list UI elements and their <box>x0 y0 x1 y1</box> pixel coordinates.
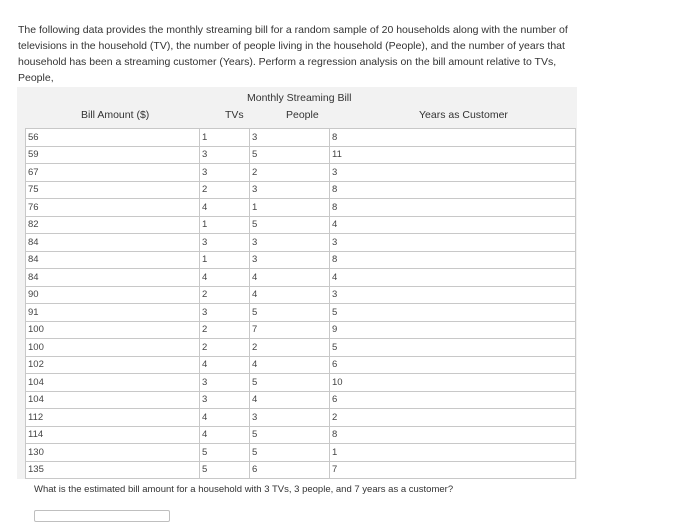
table-row <box>26 216 576 234</box>
table-row <box>26 234 576 252</box>
table-row <box>26 409 576 427</box>
table-row <box>26 129 576 147</box>
table-cell: 4 <box>250 286 330 304</box>
table-cell: 100 <box>26 339 200 357</box>
table-cell: 5 <box>250 304 330 322</box>
table-cell: 84 <box>26 251 200 269</box>
table-cell: 1 <box>250 199 330 217</box>
table-cell: 1 <box>330 444 576 462</box>
table-cell: 112 <box>26 409 200 427</box>
problem-line: The following data provides the monthly streaming bill for a random sample of 20 households along with the number of <box>18 24 568 36</box>
table-cell: 2 <box>330 409 576 427</box>
table-cell: 3 <box>200 146 250 164</box>
table-cell: 84 <box>26 234 200 252</box>
table-cell: 1 <box>200 129 250 147</box>
table-cell: 4 <box>250 391 330 409</box>
table-cell: 4 <box>250 269 330 287</box>
table-cell: 5 <box>250 374 330 392</box>
table-cell: 56 <box>26 129 200 147</box>
column-header-bill-amount: Bill Amount ($) <box>81 109 150 121</box>
table-cell: 5 <box>330 339 576 357</box>
table-cell: 102 <box>26 356 200 374</box>
table-cell: 3 <box>250 409 330 427</box>
table-cell: 59 <box>26 146 200 164</box>
table-cell: 76 <box>26 199 200 217</box>
table-cell: 3 <box>200 374 250 392</box>
data-table <box>25 128 576 479</box>
table-cell: 3 <box>250 181 330 199</box>
table-cell: 3 <box>330 234 576 252</box>
table-cell: 4 <box>330 269 576 287</box>
table-cell: 82 <box>26 216 200 234</box>
table-row <box>26 251 576 269</box>
table-cell: 10 <box>330 374 576 392</box>
table-cell: 2 <box>200 286 250 304</box>
table-cell: 2 <box>250 339 330 357</box>
table-cell: 2 <box>200 321 250 339</box>
problem-line: household has been a streaming customer (Years). Perform a regression analysis on the bill amount relative to TVs, People, <box>18 56 557 84</box>
group-header: Monthly Streaming Bill <box>247 92 352 104</box>
table-cell: 91 <box>26 304 200 322</box>
table-row <box>26 356 576 374</box>
table-cell: 67 <box>26 164 200 182</box>
column-header-tvs: TVs <box>225 109 244 121</box>
table-cell: 5 <box>200 444 250 462</box>
table-row <box>26 339 576 357</box>
table-cell: 11 <box>330 146 576 164</box>
table-cell: 3 <box>330 286 576 304</box>
table-cell: 5 <box>330 304 576 322</box>
table-row <box>26 426 576 444</box>
table-row <box>26 391 576 409</box>
table-cell: 4 <box>200 409 250 427</box>
question-text: What is the estimated bill amount for a household with 3 TVs, 3 people, and 7 years as a customer? <box>34 484 454 495</box>
table-cell: 4 <box>200 199 250 217</box>
table-cell: 6 <box>250 461 330 479</box>
table-row <box>26 286 576 304</box>
table-cell: 4 <box>200 426 250 444</box>
table-cell: 1 <box>200 216 250 234</box>
table-cell: 114 <box>26 426 200 444</box>
table-row <box>26 269 576 287</box>
table-cell: 104 <box>26 391 200 409</box>
table-cell: 4 <box>250 356 330 374</box>
table-cell: 100 <box>26 321 200 339</box>
table-cell: 135 <box>26 461 200 479</box>
table-cell: 8 <box>330 251 576 269</box>
table-cell: 3 <box>200 164 250 182</box>
table-cell: 3 <box>200 304 250 322</box>
table-cell: 5 <box>250 146 330 164</box>
table-cell: 130 <box>26 444 200 462</box>
table-cell: 6 <box>330 391 576 409</box>
table-cell: 4 <box>330 216 576 234</box>
data-table-container <box>17 87 577 479</box>
column-header-people: People <box>286 109 319 121</box>
problem-line: televisions in the household (TV), the number of people living in the household (People), and the number of years that <box>18 40 565 52</box>
table-cell: 3 <box>200 234 250 252</box>
table-cell: 3 <box>250 234 330 252</box>
table-cell: 5 <box>250 426 330 444</box>
table-cell: 2 <box>200 181 250 199</box>
table-cell: 9 <box>330 321 576 339</box>
table-cell: 2 <box>200 339 250 357</box>
table-cell: 6 <box>330 356 576 374</box>
table-cell: 5 <box>250 216 330 234</box>
table-cell: 1 <box>200 251 250 269</box>
table-cell: 75 <box>26 181 200 199</box>
table-row <box>26 444 576 462</box>
table-cell: 84 <box>26 269 200 287</box>
table-cell: 90 <box>26 286 200 304</box>
table-row <box>26 321 576 339</box>
table-cell: 4 <box>200 356 250 374</box>
table-cell: 3 <box>250 251 330 269</box>
table-cell: 4 <box>200 269 250 287</box>
table-row <box>26 199 576 217</box>
table-cell: 104 <box>26 374 200 392</box>
table-cell: 8 <box>330 129 576 147</box>
table-cell: 7 <box>330 461 576 479</box>
table-cell: 8 <box>330 199 576 217</box>
table-cell: 3 <box>200 391 250 409</box>
table-cell: 8 <box>330 426 576 444</box>
table-row <box>26 164 576 182</box>
table-cell: 7 <box>250 321 330 339</box>
table-cell: 8 <box>330 181 576 199</box>
table-row <box>26 304 576 322</box>
table-row <box>26 461 576 479</box>
table-row <box>26 146 576 164</box>
table-cell: 5 <box>250 444 330 462</box>
table-cell: 3 <box>330 164 576 182</box>
table-row <box>26 181 576 199</box>
table-cell: 5 <box>200 461 250 479</box>
table-cell: 2 <box>250 164 330 182</box>
answer-input[interactable] <box>34 510 170 522</box>
column-header-years: Years as Customer <box>419 109 508 121</box>
table-row <box>26 374 576 392</box>
table-cell: 3 <box>250 129 330 147</box>
